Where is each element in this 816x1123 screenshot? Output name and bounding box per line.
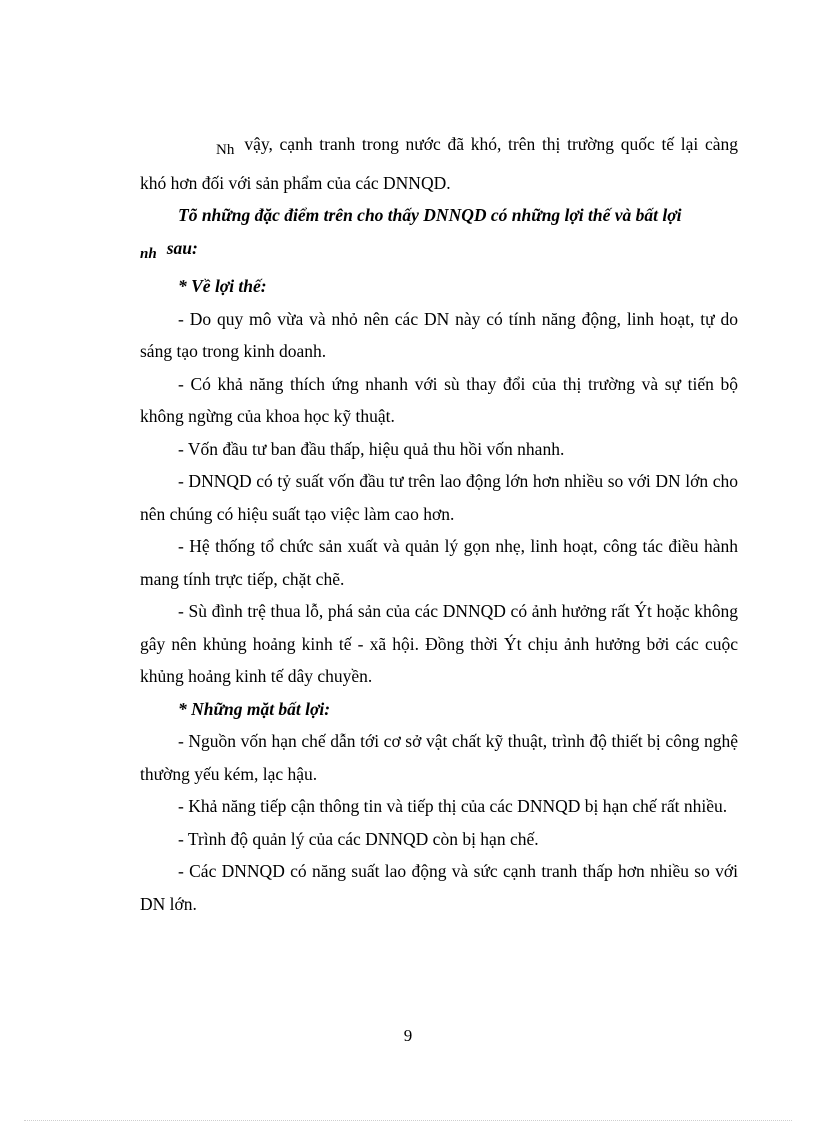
heading-disadvantages: * Những mặt bất lợi: <box>178 698 331 719</box>
document-body <box>140 128 738 920</box>
page-divider <box>24 1120 792 1121</box>
list-item: - Các DNNQD có năng suất lao động và sức cạnh tranh thấp hơn nhiều so với DN lớn. <box>140 861 738 914</box>
text-fragment: nh <box>140 245 157 262</box>
page-number: 9 <box>403 1026 413 1045</box>
list-item: - Trình độ quản lý của các DNNQD còn bị hạn chế. <box>178 828 539 849</box>
heading-summary <box>140 199 738 270</box>
heading-line-2 <box>140 232 738 271</box>
paragraph-intro <box>140 128 738 199</box>
heading-advantages: * Về lợi thế: <box>178 276 267 296</box>
list-item: - Nguồn vốn hạn chế dẫn tới cơ sở vật chất kỹ thuật, trình độ thiết bị công nghệ thường yếu kém, lạc hậu. <box>140 731 738 784</box>
heading-line-2-text: sau: <box>166 237 198 258</box>
list-item: - Có khả năng thích ứng nhanh với sù thay đổi của thị trường và sự tiến bộ không ngừng của khoa học kỹ thuật. <box>140 373 738 426</box>
text-fragment: Nh <box>216 142 235 158</box>
heading-line-1: Tõ những đặc điểm trên cho thấy DNNQD có những lợi thế và bất lợi <box>178 205 682 225</box>
list-item: - Do quy mô vừa và nhỏ nên các DN này có tính năng động, linh hoạt, tự do sáng tạo trong kinh doanh. <box>140 308 738 361</box>
list-item: - Hệ thống tổ chức sản xuất và quản lý gọn nhẹ, linh hoạt, công tác điều hành mang tính trực tiếp, chặt chẽ. <box>140 536 738 589</box>
paragraph-text: vậy, cạnh tranh trong nước đã khó, trên thị trường quốc tế lại càng khó hơn đối với sản phẩm của các DNNQD. <box>140 134 738 193</box>
list-item: - Vốn đầu tư ban đầu thấp, hiệu quả thu hồi vốn nhanh. <box>178 438 565 459</box>
list-item: - DNNQD có tỷ suất vốn đầu tư trên lao động lớn hơn nhiều so với DN lớn cho nên chúng có hiệu suất tạo việc làm cao hơn. <box>140 471 738 524</box>
list-item: - Sù đình trệ thua lỗ, phá sản của các DNNQD có ảnh hưởng rất Ýt hoặc không gây nên khủng hoảng kinh tế - xã hội. Đồng thời Ýt chịu ảnh hưởng bởi các cuộc khủng hoảng kinh tế dây chuyền. <box>140 601 738 686</box>
list-item: - Khả năng tiếp cận thông tin và tiếp thị của các DNNQD bị hạn chế rất nhiều. <box>178 796 728 816</box>
